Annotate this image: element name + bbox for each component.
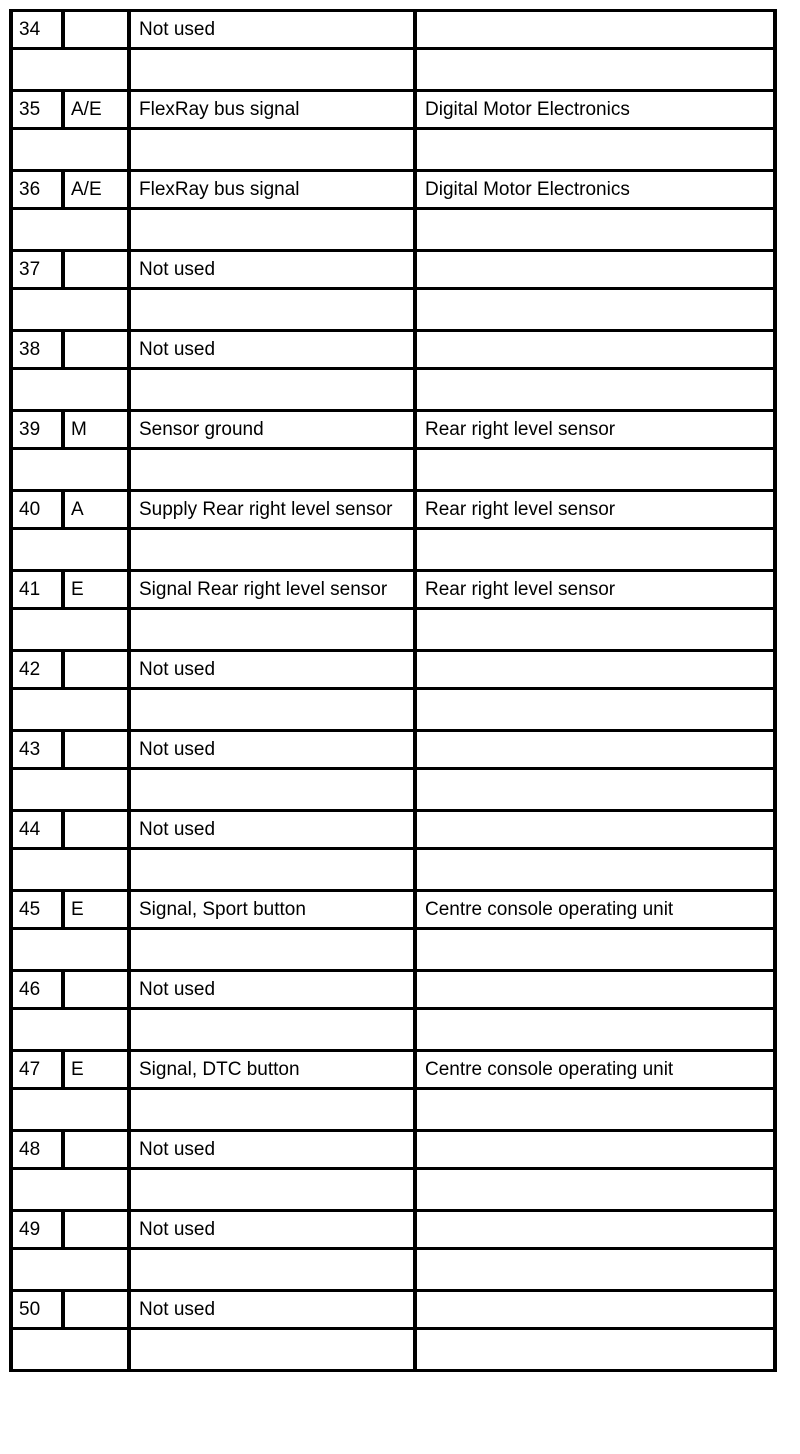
table-row — [11, 811, 775, 849]
spacer-cell — [11, 689, 129, 731]
pin-number-cell: 40 — [11, 491, 63, 529]
pin-number-cell: 36 — [11, 171, 63, 209]
spacer-cell — [415, 1089, 775, 1131]
spacer-cell — [129, 49, 415, 91]
table-spacer-row — [11, 689, 775, 731]
table-row — [11, 971, 775, 1009]
pin-number-cell: 41 — [11, 571, 63, 609]
component-cell — [415, 1211, 775, 1249]
table-spacer-row — [11, 1249, 775, 1291]
spacer-cell — [415, 609, 775, 651]
signal-description-cell: Signal, DTC button — [129, 1051, 415, 1089]
pin-type-cell: A — [63, 491, 129, 529]
spacer-cell — [129, 289, 415, 331]
table-spacer-row — [11, 289, 775, 331]
signal-description-cell: Not used — [129, 971, 415, 1009]
pin-type-cell — [63, 1131, 129, 1169]
table-spacer-row — [11, 849, 775, 891]
signal-description-cell: Not used — [129, 1211, 415, 1249]
signal-description-cell: Signal Rear right level sensor — [129, 571, 415, 609]
table-spacer-row — [11, 1009, 775, 1051]
spacer-cell — [11, 49, 129, 91]
spacer-cell — [11, 769, 129, 811]
component-cell — [415, 331, 775, 369]
table-spacer-row — [11, 209, 775, 251]
spacer-cell — [129, 449, 415, 491]
table-row — [11, 411, 775, 449]
table-spacer-row — [11, 49, 775, 91]
component-cell: Rear right level sensor — [415, 491, 775, 529]
table-row — [11, 491, 775, 529]
pin-number-cell: 39 — [11, 411, 63, 449]
table-row — [11, 1131, 775, 1169]
spacer-cell — [129, 1329, 415, 1371]
spacer-cell — [129, 369, 415, 411]
spacer-cell — [11, 1089, 129, 1131]
signal-description-cell: Not used — [129, 331, 415, 369]
spacer-cell — [11, 849, 129, 891]
table-spacer-row — [11, 449, 775, 491]
spacer-cell — [11, 529, 129, 571]
spacer-cell — [415, 529, 775, 571]
pin-type-cell — [63, 651, 129, 689]
spacer-cell — [415, 1169, 775, 1211]
table-spacer-row — [11, 769, 775, 811]
spacer-cell — [11, 129, 129, 171]
signal-description-cell: Not used — [129, 1131, 415, 1169]
pin-assignment-table — [9, 9, 777, 1372]
spacer-cell — [129, 609, 415, 651]
spacer-cell — [129, 1009, 415, 1051]
pin-number-cell: 44 — [11, 811, 63, 849]
component-cell: Rear right level sensor — [415, 411, 775, 449]
table-row — [11, 91, 775, 129]
pin-type-cell — [63, 331, 129, 369]
component-cell: Digital Motor Electronics — [415, 91, 775, 129]
table-row — [11, 251, 775, 289]
table-row — [11, 331, 775, 369]
spacer-cell — [129, 1089, 415, 1131]
component-cell: Centre console operating unit — [415, 1051, 775, 1089]
signal-description-cell: Not used — [129, 651, 415, 689]
pin-number-cell: 43 — [11, 731, 63, 769]
spacer-cell — [415, 1249, 775, 1291]
table-spacer-row — [11, 129, 775, 171]
pin-number-cell: 37 — [11, 251, 63, 289]
pin-type-cell: E — [63, 571, 129, 609]
component-cell — [415, 811, 775, 849]
spacer-cell — [415, 849, 775, 891]
table-spacer-row — [11, 609, 775, 651]
spacer-cell — [11, 369, 129, 411]
pin-table-body — [11, 11, 775, 1371]
component-cell — [415, 971, 775, 1009]
spacer-cell — [11, 289, 129, 331]
table-row — [11, 1051, 775, 1089]
spacer-cell — [415, 769, 775, 811]
signal-description-cell: Supply Rear right level sensor — [129, 491, 415, 529]
spacer-cell — [415, 1329, 775, 1371]
spacer-cell — [11, 929, 129, 971]
spacer-cell — [11, 609, 129, 651]
pin-number-cell: 48 — [11, 1131, 63, 1169]
spacer-cell — [415, 689, 775, 731]
pin-number-cell: 34 — [11, 11, 63, 49]
component-cell: Rear right level sensor — [415, 571, 775, 609]
spacer-cell — [11, 209, 129, 251]
pin-type-cell — [63, 1211, 129, 1249]
pin-number-cell: 49 — [11, 1211, 63, 1249]
signal-description-cell: Not used — [129, 811, 415, 849]
spacer-cell — [415, 49, 775, 91]
signal-description-cell: Sensor ground — [129, 411, 415, 449]
table-row — [11, 891, 775, 929]
spacer-cell — [11, 1009, 129, 1051]
spacer-cell — [129, 209, 415, 251]
spacer-cell — [415, 209, 775, 251]
spacer-cell — [129, 849, 415, 891]
table-row — [11, 1211, 775, 1249]
signal-description-cell: Not used — [129, 11, 415, 49]
pin-number-cell: 42 — [11, 651, 63, 689]
component-cell — [415, 1131, 775, 1169]
table-row — [11, 171, 775, 209]
table-row — [11, 731, 775, 769]
spacer-cell — [11, 1169, 129, 1211]
spacer-cell — [129, 1169, 415, 1211]
spacer-cell — [129, 529, 415, 571]
pin-number-cell: 35 — [11, 91, 63, 129]
pin-type-cell — [63, 1291, 129, 1329]
pin-type-cell: A/E — [63, 91, 129, 129]
pin-number-cell: 47 — [11, 1051, 63, 1089]
pin-type-cell: E — [63, 1051, 129, 1089]
pin-type-cell — [63, 971, 129, 1009]
spacer-cell — [129, 129, 415, 171]
component-cell: Centre console operating unit — [415, 891, 775, 929]
signal-description-cell: FlexRay bus signal — [129, 91, 415, 129]
pin-type-cell: M — [63, 411, 129, 449]
pin-type-cell: E — [63, 891, 129, 929]
pin-number-cell: 38 — [11, 331, 63, 369]
component-cell — [415, 731, 775, 769]
pin-type-cell — [63, 11, 129, 49]
component-cell: Digital Motor Electronics — [415, 171, 775, 209]
pin-type-cell — [63, 731, 129, 769]
spacer-cell — [129, 769, 415, 811]
pin-type-cell — [63, 811, 129, 849]
table-spacer-row — [11, 1089, 775, 1131]
component-cell — [415, 1291, 775, 1329]
signal-description-cell: Not used — [129, 251, 415, 289]
table-row — [11, 1291, 775, 1329]
signal-description-cell: Not used — [129, 731, 415, 769]
table-row — [11, 651, 775, 689]
table-spacer-row — [11, 1169, 775, 1211]
signal-description-cell: Not used — [129, 1291, 415, 1329]
pin-number-cell: 46 — [11, 971, 63, 1009]
spacer-cell — [11, 1329, 129, 1371]
pin-number-cell: 50 — [11, 1291, 63, 1329]
table-spacer-row — [11, 1329, 775, 1371]
table-row — [11, 571, 775, 609]
table-row — [11, 11, 775, 49]
signal-description-cell: FlexRay bus signal — [129, 171, 415, 209]
signal-description-cell: Signal, Sport button — [129, 891, 415, 929]
spacer-cell — [415, 129, 775, 171]
spacer-cell — [129, 1249, 415, 1291]
pin-number-cell: 45 — [11, 891, 63, 929]
table-spacer-row — [11, 369, 775, 411]
spacer-cell — [415, 369, 775, 411]
spacer-cell — [129, 929, 415, 971]
component-cell — [415, 651, 775, 689]
pin-type-cell — [63, 251, 129, 289]
table-spacer-row — [11, 529, 775, 571]
spacer-cell — [129, 689, 415, 731]
spacer-cell — [415, 929, 775, 971]
spacer-cell — [11, 449, 129, 491]
spacer-cell — [415, 449, 775, 491]
spacer-cell — [11, 1249, 129, 1291]
component-cell — [415, 11, 775, 49]
pin-type-cell: A/E — [63, 171, 129, 209]
spacer-cell — [415, 289, 775, 331]
spacer-cell — [415, 1009, 775, 1051]
component-cell — [415, 251, 775, 289]
table-spacer-row — [11, 929, 775, 971]
